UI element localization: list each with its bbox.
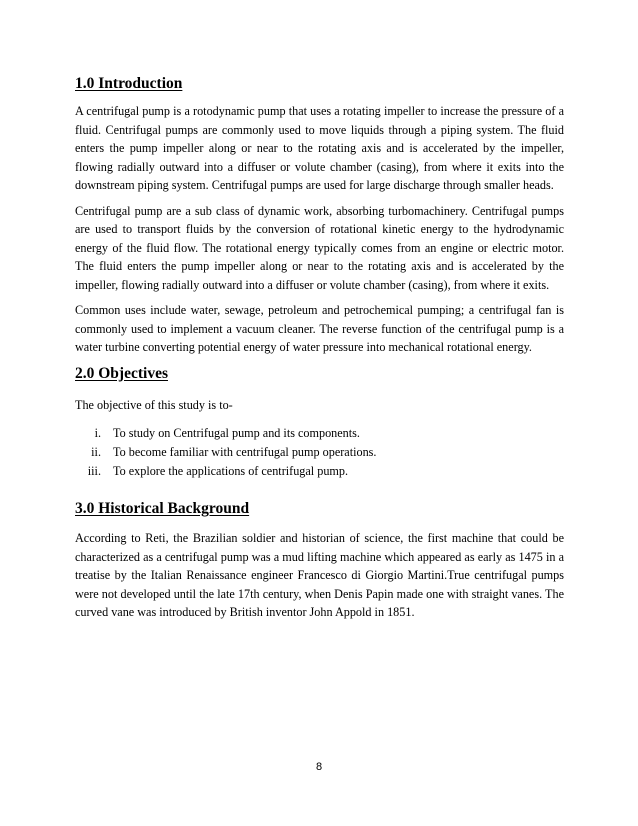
- page-number: 8: [315, 761, 323, 773]
- section-heading-history: 3.0 Historical Background: [75, 500, 250, 517]
- list-item-text: To become familiar with centrifugal pump operations.: [113, 445, 377, 459]
- list-item-text: To explore the applications of centrifugal pump.: [113, 464, 349, 478]
- list-item-number: i.: [94, 426, 101, 440]
- intro-paragraph-1: A centrifugal pump is a rotodynamic pump that uses a rotating impeller to increase the pressure of a fluid. Centrifugal pumps are commonly used to move liquids through a piping system. The fluid enters the pump impeller along or near to the rotating axis and is accelerated by the impeller, flowing radially outward into a diffuser or volute chamber (casing), from where it exits into the downstream piping system. Centrifugal pumps are used for large discharge through smaller heads.: [75, 104, 564, 192]
- list-item: [75, 443, 564, 462]
- list-item-number: ii.: [91, 445, 101, 459]
- list-item: [75, 462, 564, 481]
- document-page: [75, 74, 564, 629]
- history-paragraph: According to Reti, the Brazilian soldier and historian of science, the first machine that could be characterized as a centrifugal pump was a mud lifting machine which appeared as early as 1475 in a treatise by the Italian Renaissance engineer Francesco di Giorgio Martini.True centrifugal pumps were not developed until the late 17th century, when Denis Papin made one with straight vanes. The curved vane was introduced by British inventor John Appold in 1851.: [75, 531, 564, 619]
- section-heading-introduction: 1.0 Introduction: [75, 75, 183, 92]
- objectives-lead: The objective of this study is to-: [75, 397, 233, 412]
- list-item-text: To study on Centrifugal pump and its components.: [113, 426, 360, 440]
- intro-paragraph-3: Common uses include water, sewage, petroleum and petrochemical pumping; a centrifugal fan is commonly used to implement a vacuum cleaner. The reverse function of the centrifugal pump is a water turbine converting potential energy of water pressure into mechanical rotational energy.: [75, 303, 564, 354]
- list-item-number: iii.: [87, 464, 101, 478]
- list-item: [75, 424, 564, 443]
- section-heading-objectives: 2.0 Objectives: [75, 364, 168, 382]
- intro-paragraph-2: Centrifugal pump are a sub class of dynamic work, absorbing turbomachinery. Centrifugal pumps are used to transport fluids by the conversion of rotational kinetic energy to the hydrodynamic energy of the fluid flow. The rotational energy typically comes from an engine or electric motor. The fluid enters the pump impeller along or near to the rotating axis and is accelerated by the impeller, flowing radially outward into a diffuser or volute chamber (casing), from where it exits.: [75, 203, 564, 292]
- objectives-list: [75, 424, 564, 481]
